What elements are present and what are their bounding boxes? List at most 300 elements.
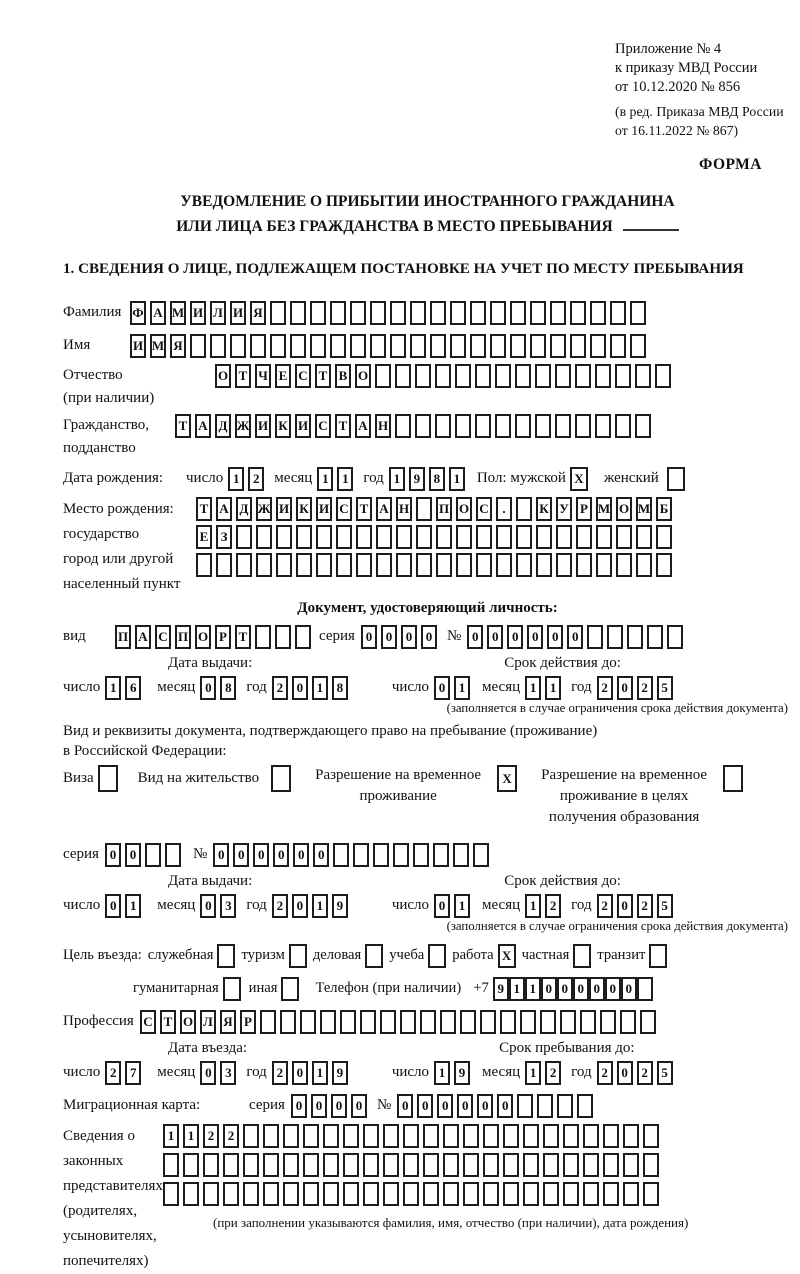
char-cell[interactable]: [515, 364, 531, 388]
char-cell[interactable]: [515, 414, 531, 438]
char-cell[interactable]: 2: [272, 676, 288, 700]
char-cell[interactable]: [480, 1010, 496, 1034]
char-cell[interactable]: 2: [105, 1061, 121, 1085]
char-cell[interactable]: [236, 525, 252, 549]
char-cell[interactable]: [256, 553, 272, 577]
char-cell[interactable]: [336, 525, 352, 549]
char-cell[interactable]: [316, 525, 332, 549]
char-cell[interactable]: [375, 364, 391, 388]
char-cell[interactable]: [455, 414, 471, 438]
char-cell[interactable]: К: [296, 497, 312, 521]
char-cell[interactable]: [530, 301, 546, 325]
char-cell[interactable]: 0: [397, 1094, 413, 1118]
char-cell[interactable]: [490, 334, 506, 358]
char-cell[interactable]: Е: [196, 525, 212, 549]
char-cell[interactable]: 0: [105, 894, 121, 918]
purpose-official-checkbox[interactable]: [217, 944, 235, 968]
char-cell[interactable]: [360, 1010, 376, 1034]
edu-permit-checkbox[interactable]: [723, 765, 743, 792]
char-cell[interactable]: [495, 414, 511, 438]
char-cell[interactable]: 0: [311, 1094, 327, 1118]
char-cell[interactable]: [303, 1153, 319, 1177]
char-cell[interactable]: [260, 1010, 276, 1034]
char-cell[interactable]: 0: [434, 676, 450, 700]
char-cell[interactable]: [416, 525, 432, 549]
char-cell[interactable]: [310, 301, 326, 325]
char-cell[interactable]: [250, 334, 266, 358]
char-cell[interactable]: [415, 364, 431, 388]
char-cell[interactable]: [203, 1182, 219, 1206]
char-cell[interactable]: [635, 364, 651, 388]
char-cell[interactable]: [163, 1182, 179, 1206]
char-cell[interactable]: П: [436, 497, 452, 521]
char-cell[interactable]: [256, 525, 272, 549]
char-cell[interactable]: [403, 1153, 419, 1177]
char-cell[interactable]: [630, 334, 646, 358]
char-cell[interactable]: Я: [170, 334, 186, 358]
char-cell[interactable]: [403, 1124, 419, 1148]
char-cell[interactable]: Т: [315, 364, 331, 388]
char-cell[interactable]: [543, 1124, 559, 1148]
char-cell[interactable]: Т: [235, 364, 251, 388]
char-cell[interactable]: [563, 1182, 579, 1206]
char-cell[interactable]: 3: [220, 894, 236, 918]
char-cell[interactable]: И: [316, 497, 332, 521]
char-cell[interactable]: 0: [507, 625, 523, 649]
char-cell[interactable]: [363, 1153, 379, 1177]
char-cell[interactable]: [523, 1153, 539, 1177]
char-cell[interactable]: О: [195, 625, 211, 649]
purpose-tourism-checkbox[interactable]: [289, 944, 307, 968]
char-cell[interactable]: 1: [163, 1124, 179, 1148]
char-cell[interactable]: [523, 1124, 539, 1148]
char-cell[interactable]: [270, 301, 286, 325]
char-cell[interactable]: [523, 1182, 539, 1206]
char-cell[interactable]: 0: [213, 843, 229, 867]
purpose-work-checkbox[interactable]: X: [498, 944, 516, 968]
char-cell[interactable]: [575, 364, 591, 388]
char-cell[interactable]: [563, 1153, 579, 1177]
char-cell[interactable]: [615, 364, 631, 388]
char-cell[interactable]: [610, 334, 626, 358]
char-cell[interactable]: [643, 1182, 659, 1206]
char-cell[interactable]: [353, 843, 369, 867]
char-cell[interactable]: [556, 525, 572, 549]
char-cell[interactable]: Т: [160, 1010, 176, 1034]
char-cell[interactable]: 2: [597, 894, 613, 918]
char-cell[interactable]: [363, 1182, 379, 1206]
char-cell[interactable]: [616, 525, 632, 549]
char-cell[interactable]: [516, 497, 532, 521]
char-cell[interactable]: [570, 301, 586, 325]
char-cell[interactable]: 1: [454, 676, 470, 700]
char-cell[interactable]: [637, 977, 653, 1001]
char-cell[interactable]: 0: [457, 1094, 473, 1118]
char-cell[interactable]: А: [150, 301, 166, 325]
char-cell[interactable]: Д: [215, 414, 231, 438]
char-cell[interactable]: 0: [437, 1094, 453, 1118]
char-cell[interactable]: [183, 1182, 199, 1206]
char-cell[interactable]: Ф: [130, 301, 146, 325]
char-cell[interactable]: А: [216, 497, 232, 521]
char-cell[interactable]: [590, 301, 606, 325]
char-cell[interactable]: [537, 1094, 553, 1118]
char-cell[interactable]: 9: [493, 977, 509, 1001]
char-cell[interactable]: [473, 843, 489, 867]
char-cell[interactable]: [463, 1124, 479, 1148]
char-cell[interactable]: [230, 334, 246, 358]
char-cell[interactable]: [456, 553, 472, 577]
char-cell[interactable]: [303, 1182, 319, 1206]
char-cell[interactable]: 5: [657, 676, 673, 700]
char-cell[interactable]: [423, 1153, 439, 1177]
char-cell[interactable]: [483, 1124, 499, 1148]
char-cell[interactable]: [370, 334, 386, 358]
char-cell[interactable]: [255, 625, 271, 649]
char-cell[interactable]: [536, 553, 552, 577]
char-cell[interactable]: 9: [332, 894, 348, 918]
char-cell[interactable]: А: [135, 625, 151, 649]
char-cell[interactable]: 0: [331, 1094, 347, 1118]
char-cell[interactable]: [433, 843, 449, 867]
char-cell[interactable]: [243, 1182, 259, 1206]
char-cell[interactable]: [450, 334, 466, 358]
char-cell[interactable]: [643, 1124, 659, 1148]
char-cell[interactable]: [616, 553, 632, 577]
purpose-study-checkbox[interactable]: [428, 944, 446, 968]
char-cell[interactable]: [516, 553, 532, 577]
char-cell[interactable]: 5: [657, 894, 673, 918]
char-cell[interactable]: [490, 301, 506, 325]
char-cell[interactable]: [640, 1010, 656, 1034]
char-cell[interactable]: М: [170, 301, 186, 325]
char-cell[interactable]: И: [295, 414, 311, 438]
char-cell[interactable]: 0: [253, 843, 269, 867]
char-cell[interactable]: [370, 301, 386, 325]
char-cell[interactable]: [615, 414, 631, 438]
char-cell[interactable]: 1: [454, 894, 470, 918]
temp-permit-checkbox[interactable]: X: [497, 765, 517, 792]
char-cell[interactable]: [627, 625, 643, 649]
char-cell[interactable]: 9: [409, 467, 425, 491]
char-cell[interactable]: [550, 301, 566, 325]
char-cell[interactable]: О: [456, 497, 472, 521]
char-cell[interactable]: [393, 843, 409, 867]
char-cell[interactable]: 0: [291, 1094, 307, 1118]
char-cell[interactable]: Т: [235, 625, 251, 649]
char-cell[interactable]: [435, 414, 451, 438]
char-cell[interactable]: [603, 1124, 619, 1148]
char-cell[interactable]: [395, 414, 411, 438]
char-cell[interactable]: О: [180, 1010, 196, 1034]
char-cell[interactable]: [330, 301, 346, 325]
char-cell[interactable]: [443, 1182, 459, 1206]
char-cell[interactable]: [656, 525, 672, 549]
residence-permit-checkbox[interactable]: [271, 765, 291, 792]
char-cell[interactable]: 0: [381, 625, 397, 649]
char-cell[interactable]: [635, 414, 651, 438]
char-cell[interactable]: [323, 1182, 339, 1206]
char-cell[interactable]: [555, 364, 571, 388]
char-cell[interactable]: 0: [273, 843, 289, 867]
char-cell[interactable]: [276, 525, 292, 549]
char-cell[interactable]: [583, 1124, 599, 1148]
char-cell[interactable]: [576, 553, 592, 577]
char-cell[interactable]: [323, 1153, 339, 1177]
char-cell[interactable]: [603, 1153, 619, 1177]
char-cell[interactable]: С: [295, 364, 311, 388]
char-cell[interactable]: [343, 1124, 359, 1148]
char-cell[interactable]: [380, 1010, 396, 1034]
char-cell[interactable]: С: [336, 497, 352, 521]
char-cell[interactable]: [336, 553, 352, 577]
char-cell[interactable]: М: [596, 497, 612, 521]
char-cell[interactable]: [190, 334, 206, 358]
char-cell[interactable]: [276, 553, 292, 577]
char-cell[interactable]: [520, 1010, 536, 1034]
char-cell[interactable]: [295, 625, 311, 649]
char-cell[interactable]: [275, 625, 291, 649]
char-cell[interactable]: 9: [454, 1061, 470, 1085]
char-cell[interactable]: [543, 1153, 559, 1177]
char-cell[interactable]: [540, 1010, 556, 1034]
char-cell[interactable]: 0: [541, 977, 557, 1001]
char-cell[interactable]: [623, 1124, 639, 1148]
char-cell[interactable]: 2: [597, 1061, 613, 1085]
char-cell[interactable]: 0: [292, 894, 308, 918]
char-cell[interactable]: [415, 414, 431, 438]
char-cell[interactable]: [196, 553, 212, 577]
char-cell[interactable]: [516, 525, 532, 549]
char-cell[interactable]: 0: [351, 1094, 367, 1118]
char-cell[interactable]: [595, 364, 611, 388]
char-cell[interactable]: [590, 334, 606, 358]
char-cell[interactable]: [517, 1094, 533, 1118]
char-cell[interactable]: А: [376, 497, 392, 521]
char-cell[interactable]: [270, 334, 286, 358]
char-cell[interactable]: 0: [292, 676, 308, 700]
char-cell[interactable]: 0: [105, 843, 121, 867]
char-cell[interactable]: [560, 1010, 576, 1034]
char-cell[interactable]: [470, 334, 486, 358]
char-cell[interactable]: [536, 525, 552, 549]
char-cell[interactable]: [667, 625, 683, 649]
char-cell[interactable]: [583, 1153, 599, 1177]
char-cell[interactable]: [333, 843, 349, 867]
char-cell[interactable]: 2: [248, 467, 264, 491]
char-cell[interactable]: [496, 525, 512, 549]
char-cell[interactable]: [423, 1182, 439, 1206]
char-cell[interactable]: Д: [236, 497, 252, 521]
char-cell[interactable]: [503, 1124, 519, 1148]
char-cell[interactable]: [356, 525, 372, 549]
char-cell[interactable]: [583, 1182, 599, 1206]
char-cell[interactable]: [183, 1153, 199, 1177]
char-cell[interactable]: 0: [292, 1061, 308, 1085]
char-cell[interactable]: [430, 334, 446, 358]
char-cell[interactable]: [283, 1182, 299, 1206]
char-cell[interactable]: [455, 364, 471, 388]
char-cell[interactable]: [475, 414, 491, 438]
char-cell[interactable]: [530, 334, 546, 358]
char-cell[interactable]: М: [150, 334, 166, 358]
char-cell[interactable]: Р: [240, 1010, 256, 1034]
char-cell[interactable]: Л: [200, 1010, 216, 1034]
char-cell[interactable]: 2: [545, 1061, 561, 1085]
char-cell[interactable]: 2: [637, 894, 653, 918]
char-cell[interactable]: 1: [337, 467, 353, 491]
char-cell[interactable]: [535, 364, 551, 388]
char-cell[interactable]: 0: [125, 843, 141, 867]
char-cell[interactable]: [450, 301, 466, 325]
char-cell[interactable]: О: [355, 364, 371, 388]
char-cell[interactable]: [577, 1094, 593, 1118]
char-cell[interactable]: 0: [313, 843, 329, 867]
char-cell[interactable]: [145, 843, 161, 867]
char-cell[interactable]: Р: [576, 497, 592, 521]
char-cell[interactable]: [580, 1010, 596, 1034]
char-cell[interactable]: М: [636, 497, 652, 521]
char-cell[interactable]: [463, 1182, 479, 1206]
char-cell[interactable]: 1: [312, 1061, 328, 1085]
char-cell[interactable]: [475, 364, 491, 388]
char-cell[interactable]: [363, 1124, 379, 1148]
char-cell[interactable]: [223, 1182, 239, 1206]
char-cell[interactable]: [396, 525, 412, 549]
char-cell[interactable]: 0: [401, 625, 417, 649]
char-cell[interactable]: 0: [617, 894, 633, 918]
char-cell[interactable]: [470, 301, 486, 325]
char-cell[interactable]: 2: [637, 1061, 653, 1085]
char-cell[interactable]: [555, 414, 571, 438]
char-cell[interactable]: А: [195, 414, 211, 438]
char-cell[interactable]: [340, 1010, 356, 1034]
char-cell[interactable]: [535, 414, 551, 438]
char-cell[interactable]: [323, 1124, 339, 1148]
char-cell[interactable]: 0: [200, 894, 216, 918]
char-cell[interactable]: [557, 1094, 573, 1118]
char-cell[interactable]: [620, 1010, 636, 1034]
char-cell[interactable]: Р: [215, 625, 231, 649]
char-cell[interactable]: [376, 553, 392, 577]
char-cell[interactable]: Ж: [256, 497, 272, 521]
char-cell[interactable]: [216, 553, 232, 577]
char-cell[interactable]: К: [536, 497, 552, 521]
char-cell[interactable]: [410, 334, 426, 358]
char-cell[interactable]: 2: [597, 676, 613, 700]
char-cell[interactable]: [655, 364, 671, 388]
char-cell[interactable]: [575, 414, 591, 438]
char-cell[interactable]: [396, 553, 412, 577]
char-cell[interactable]: С: [315, 414, 331, 438]
char-cell[interactable]: К: [275, 414, 291, 438]
char-cell[interactable]: [500, 1010, 516, 1034]
char-cell[interactable]: [223, 1153, 239, 1177]
char-cell[interactable]: [443, 1153, 459, 1177]
char-cell[interactable]: [413, 843, 429, 867]
char-cell[interactable]: [456, 525, 472, 549]
char-cell[interactable]: [656, 553, 672, 577]
char-cell[interactable]: [350, 334, 366, 358]
char-cell[interactable]: В: [335, 364, 351, 388]
char-cell[interactable]: [636, 525, 652, 549]
purpose-business-checkbox[interactable]: [365, 944, 383, 968]
char-cell[interactable]: [453, 843, 469, 867]
char-cell[interactable]: 0: [434, 894, 450, 918]
char-cell[interactable]: [416, 497, 432, 521]
char-cell[interactable]: [263, 1124, 279, 1148]
char-cell[interactable]: 8: [332, 676, 348, 700]
char-cell[interactable]: П: [175, 625, 191, 649]
char-cell[interactable]: П: [115, 625, 131, 649]
char-cell[interactable]: 0: [361, 625, 377, 649]
char-cell[interactable]: [395, 364, 411, 388]
char-cell[interactable]: [376, 525, 392, 549]
char-cell[interactable]: 1: [312, 676, 328, 700]
char-cell[interactable]: 2: [545, 894, 561, 918]
char-cell[interactable]: .: [496, 497, 512, 521]
char-cell[interactable]: 1: [312, 894, 328, 918]
char-cell[interactable]: [556, 553, 572, 577]
char-cell[interactable]: Т: [196, 497, 212, 521]
char-cell[interactable]: [623, 1182, 639, 1206]
char-cell[interactable]: 1: [183, 1124, 199, 1148]
char-cell[interactable]: [636, 553, 652, 577]
char-cell[interactable]: [383, 1182, 399, 1206]
char-cell[interactable]: [383, 1153, 399, 1177]
char-cell[interactable]: 1: [545, 676, 561, 700]
char-cell[interactable]: [290, 301, 306, 325]
char-cell[interactable]: [550, 334, 566, 358]
char-cell[interactable]: [316, 553, 332, 577]
char-cell[interactable]: [310, 334, 326, 358]
char-cell[interactable]: 6: [125, 676, 141, 700]
char-cell[interactable]: [263, 1153, 279, 1177]
char-cell[interactable]: [495, 364, 511, 388]
char-cell[interactable]: [163, 1153, 179, 1177]
char-cell[interactable]: [603, 1182, 619, 1206]
char-cell[interactable]: [570, 334, 586, 358]
char-cell[interactable]: [416, 553, 432, 577]
char-cell[interactable]: [390, 334, 406, 358]
char-cell[interactable]: Т: [335, 414, 351, 438]
char-cell[interactable]: 2: [637, 676, 653, 700]
char-cell[interactable]: [300, 1010, 316, 1034]
char-cell[interactable]: 3: [220, 1061, 236, 1085]
char-cell[interactable]: И: [130, 334, 146, 358]
char-cell[interactable]: 0: [293, 843, 309, 867]
char-cell[interactable]: [420, 1010, 436, 1034]
char-cell[interactable]: [400, 1010, 416, 1034]
char-cell[interactable]: [303, 1124, 319, 1148]
purpose-other-checkbox[interactable]: [281, 977, 299, 1001]
char-cell[interactable]: Л: [210, 301, 226, 325]
char-cell[interactable]: [435, 364, 451, 388]
char-cell[interactable]: А: [355, 414, 371, 438]
char-cell[interactable]: [563, 1124, 579, 1148]
char-cell[interactable]: 0: [467, 625, 483, 649]
char-cell[interactable]: [647, 625, 663, 649]
char-cell[interactable]: [350, 301, 366, 325]
char-cell[interactable]: 2: [203, 1124, 219, 1148]
sex-female-checkbox[interactable]: [667, 467, 685, 491]
char-cell[interactable]: 0: [573, 977, 589, 1001]
char-cell[interactable]: [430, 301, 446, 325]
char-cell[interactable]: 0: [557, 977, 573, 1001]
char-cell[interactable]: [290, 334, 306, 358]
char-cell[interactable]: [283, 1153, 299, 1177]
char-cell[interactable]: 1: [228, 467, 244, 491]
